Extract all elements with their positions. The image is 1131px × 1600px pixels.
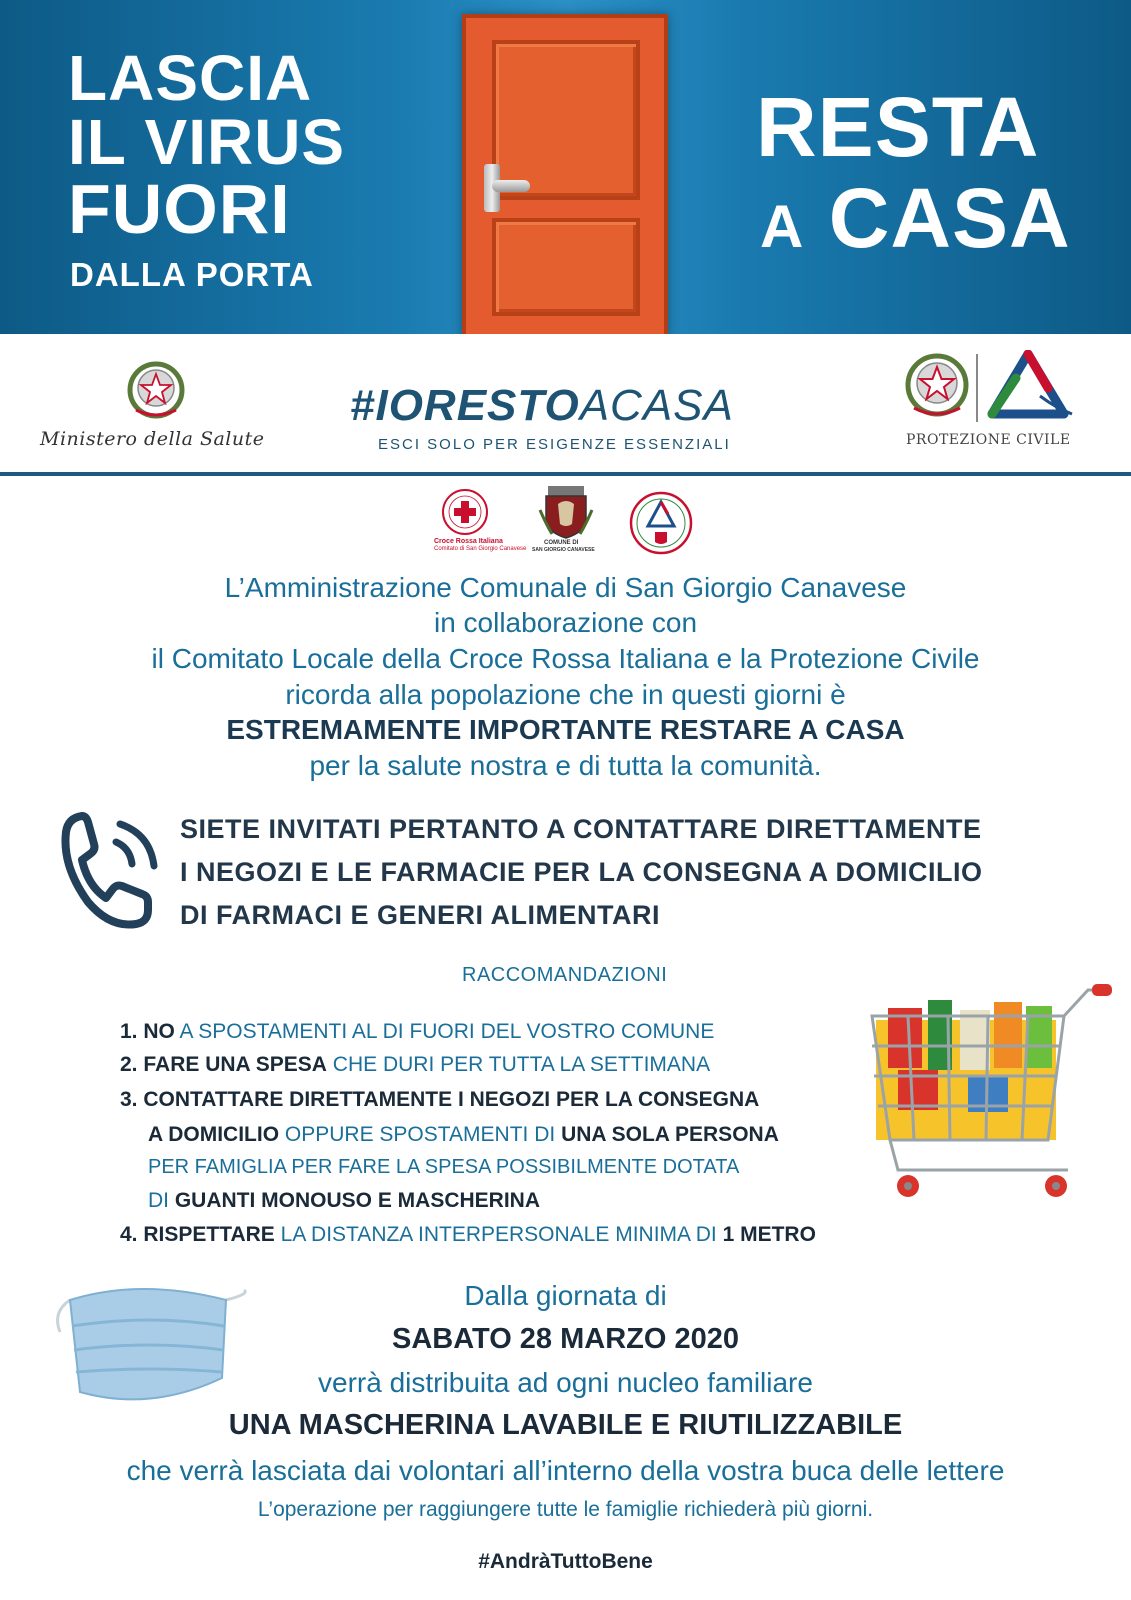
banner-left-line2: IL VIRUS [68, 106, 346, 178]
hashtag-bold: #IORESTO [350, 381, 580, 430]
r3d-pre: DI [148, 1189, 169, 1212]
hashtag-light: ACASA [579, 381, 734, 430]
intro-line4: ricorda alla popolazione che in questi giorni è [285, 679, 846, 710]
intro-line1: L’Amministrazione Comunale di San Giorgio Canavese [224, 572, 907, 603]
distribution-line1: Dalla giornata di [464, 1280, 667, 1311]
cri-sublabel: Comitato di San Giorgio Canavese [434, 546, 527, 552]
invite-line3: DI FARMACI E GENERI ALIMENTARI [180, 900, 660, 930]
r3-bold: CONTATTARE DIRETTAMENTE I NEGOZI PER LA CONSEGNA [143, 1088, 760, 1111]
distribution-line4: UNA MASCHERINA LAVABILE E RIUTILIZZABILE [228, 1409, 903, 1441]
door-panel-bottom [492, 218, 640, 316]
comune-label: COMUNE DI [544, 540, 579, 546]
recommendation-3-line2 [148, 1124, 779, 1145]
recommendation-1 [120, 1021, 714, 1042]
door-handle-lever [492, 180, 530, 192]
invite-line1: SIETE INVITATI PERTANTO A CONTATTARE DIRETTAMENTE [180, 814, 982, 844]
invite-line2: I NEGOZI E LE FARMACIE PER LA CONSEGNA A DOMICILIO [180, 857, 983, 887]
r1-bold: NO [143, 1020, 175, 1043]
protezione-civile-text: PROTEZIONE CIVILE [906, 432, 1071, 448]
door-panel-top [492, 40, 640, 200]
r4-bold: RISPETTARE [143, 1223, 275, 1246]
intro-line6: per la salute nostra e di tutta la comunità. [309, 750, 822, 781]
r2-rest: CHE DURI PER TUTTA LA SETTIMANA [332, 1053, 711, 1076]
logo-divider [976, 354, 978, 422]
iorestoacasa-hashtag [350, 381, 734, 430]
banner-left-line4: DALLA PORTA [70, 256, 314, 293]
italian-emblem-right-icon [904, 352, 970, 422]
recommendation-3 [120, 1089, 759, 1110]
r2-num: 2. [120, 1053, 138, 1076]
r3-num: 3. [120, 1088, 138, 1111]
croce-rossa-logo-icon [436, 488, 494, 538]
distribution-line3: verrà distribuita ad ogni nucleo familiare [318, 1367, 813, 1398]
r4-num: 4. [120, 1223, 138, 1246]
banner-right-casa: CASA [828, 171, 1071, 265]
banner-left-line3: FUORI [68, 170, 291, 248]
banner-left-line1: LASCIA [68, 42, 313, 114]
distribution-line5: che verrà lasciata dai volontari all’interno della vostra buca delle lettere [126, 1455, 1005, 1486]
cri-label: Croce Rossa Italiana [434, 538, 503, 545]
banner-right-a: A [760, 193, 805, 260]
phone-icon [58, 806, 162, 932]
recommendation-2 [120, 1054, 710, 1075]
r3d-bold: GUANTI MONOUSO E MASCHERINA [174, 1189, 541, 1212]
ministero-della-salute-text: Ministero della Salute [40, 428, 265, 450]
header-divider-line [0, 472, 1131, 476]
r3b-mid: OPPURE SPOSTAMENTI DI [284, 1123, 556, 1146]
distribution-line6: L’operazione per raggiungere tutte le famiglie richiederà più giorni. [257, 1498, 874, 1521]
r1-num: 1. [120, 1020, 138, 1043]
intro-line2: in collaborazione con [433, 607, 698, 638]
protezione-civile-logo-icon [986, 350, 1076, 426]
volontariato-logo-icon [628, 490, 694, 556]
r4-bold2: 1 METRO [722, 1223, 816, 1246]
banner-right-line1: RESTA [756, 80, 1040, 174]
comune-crest-icon [538, 484, 594, 540]
r4-rest: LA DISTANZA INTERPERSONALE MINIMA DI [280, 1223, 717, 1246]
hashtag-subtitle: ESCI SOLO PER ESIGENZE ESSENZIALI [378, 436, 731, 453]
comune-sublabel: SAN GIORGIO CANAVESE [532, 547, 595, 553]
door-icon [462, 14, 668, 334]
banner-right-line2 [760, 171, 1071, 265]
closing-hashtag: #AndràTuttoBene [478, 1550, 653, 1573]
intro-line5: ESTREMAMENTE IMPORTANTE RESTARE A CASA [226, 714, 905, 745]
r2-bold: FARE UNA SPESA [143, 1053, 327, 1076]
recommendation-3-line3: PER FAMIGLIA PER FARE LA SPESA POSSIBILMENTE DOTATA [148, 1156, 740, 1178]
recommendation-4 [120, 1224, 816, 1245]
distribution-line2: SABATO 28 MARZO 2020 [391, 1323, 740, 1355]
shopping-cart-icon [868, 980, 1116, 1206]
intro-line3: il Comitato Locale della Croce Rossa Italiana e la Protezione Civile [151, 643, 980, 674]
italian-emblem-icon [126, 360, 186, 420]
r1-rest: A SPOSTAMENTI AL DI FUORI DEL VOSTRO COMUNE [179, 1020, 715, 1043]
banner [0, 0, 1131, 334]
r3b-bold: A DOMICILIO [148, 1123, 280, 1146]
r3b-bold2: UNA SOLA PERSONA [561, 1123, 779, 1146]
recommendations-title: RACCOMANDAZIONI [462, 964, 668, 986]
recommendation-3-line4 [148, 1190, 540, 1211]
